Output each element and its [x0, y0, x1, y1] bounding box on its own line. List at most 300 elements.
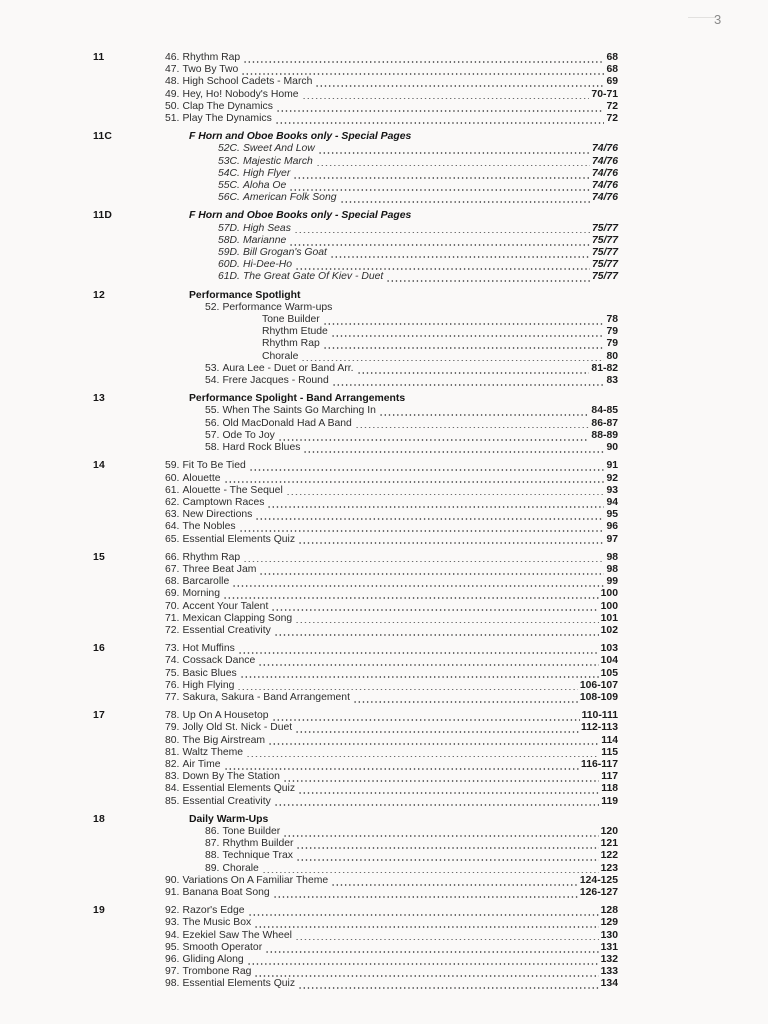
entry-page: 94	[606, 496, 618, 508]
entry-title: Ode To Joy	[222, 429, 275, 441]
entry-title: Chorale	[222, 862, 259, 874]
entry-title: American Folk Song	[242, 192, 337, 204]
dot-leader	[302, 98, 590, 100]
entry-page: 133	[600, 966, 618, 978]
dot-leader	[276, 110, 605, 112]
unit-number: 11D	[93, 210, 113, 222]
section-heading: F Horn and Oboe Books only - Special Pages	[189, 210, 412, 222]
unit-number: 11C	[93, 131, 113, 143]
toc-entry	[165, 875, 618, 887]
entry-page: 74/76	[591, 167, 618, 179]
entry-title: New Directions	[182, 509, 253, 521]
entry-page: 84-85	[591, 405, 618, 417]
entry-page: 134	[600, 978, 618, 990]
dot-leader	[316, 165, 590, 167]
dot-leader	[243, 61, 604, 63]
unit-number: 13	[93, 393, 105, 405]
entry-title: Essential Creativity	[182, 795, 271, 807]
entry-title: Rhythm Builder	[222, 838, 294, 850]
dot-leader	[271, 609, 598, 611]
entry-title: Play The Dynamics	[182, 113, 272, 125]
entry-page: 129	[600, 917, 618, 929]
entry-page: 79	[606, 326, 618, 338]
dot-leader	[248, 914, 599, 916]
dot-leader	[268, 743, 599, 745]
entry-title: Air Time	[182, 758, 221, 770]
entry-number: 60.	[165, 472, 180, 484]
entry-number: 80.	[165, 734, 180, 746]
entry-title: Chorale	[262, 350, 299, 362]
entry-page: 92	[606, 472, 618, 484]
entry-title: Down By The Station	[182, 771, 280, 783]
entry-page: 74/76	[591, 180, 618, 192]
entry-page: 91	[606, 460, 618, 472]
entry-number: 55.	[205, 405, 220, 417]
entry-number: 76.	[165, 679, 180, 691]
entry-title: Smooth Operator	[182, 941, 263, 953]
entry-number: 90.	[165, 874, 180, 886]
toc-entry	[165, 509, 618, 521]
entry-page: 114	[601, 734, 618, 746]
entry-title: Two By Two	[182, 64, 239, 76]
toc-entry	[165, 783, 618, 795]
entry-page: 102	[600, 624, 618, 636]
dot-leader	[286, 494, 605, 496]
toc-entry	[165, 759, 618, 771]
unit-number: 17	[93, 710, 105, 722]
dot-leader	[249, 469, 605, 471]
entry-title: Razor's Edge	[182, 905, 245, 917]
entry-title: Ezekiel Saw The Wheel	[182, 929, 292, 941]
toc-entry	[218, 143, 618, 155]
entry-page: 100	[600, 588, 618, 600]
toc-entry	[165, 771, 618, 783]
entry-page: 99	[606, 576, 618, 588]
entry-title: Waltz Theme	[182, 746, 244, 758]
toc-entry	[165, 613, 618, 625]
toc-entry	[165, 710, 618, 722]
entry-title: The Music Box	[182, 917, 252, 929]
entry-number: 65.	[165, 533, 180, 545]
toc-section-17	[0, 710, 768, 808]
toc-entry	[262, 351, 618, 363]
dot-leader	[246, 756, 599, 758]
toc-section-16	[0, 643, 768, 704]
entry-page: 101	[600, 612, 618, 624]
entry-number: 84.	[165, 783, 180, 795]
entry-number: 58D.	[218, 234, 240, 246]
dot-leader	[283, 835, 598, 837]
entry-title: Sakura, Sakura - Band Arrangement	[182, 691, 350, 703]
toc-entry	[165, 64, 618, 76]
dot-leader	[275, 122, 605, 124]
entry-number: 81.	[165, 746, 180, 758]
toc-entry	[165, 942, 618, 954]
entry-title: Sweet And Low	[242, 143, 315, 155]
entry-number: 91.	[165, 887, 180, 898]
toc-entry	[218, 247, 618, 259]
entry-number: 48.	[165, 76, 180, 88]
toc-entry	[165, 625, 618, 637]
dot-leader	[301, 360, 604, 362]
toc-entry	[165, 485, 618, 497]
dot-leader	[295, 622, 598, 624]
entry-page: 117	[601, 771, 618, 783]
entry-number: 88.	[205, 850, 220, 862]
entry-title: Banana Boat Song	[182, 887, 270, 898]
entry-number: 74.	[165, 655, 180, 667]
toc-entry	[165, 930, 618, 942]
toc-entry	[205, 302, 618, 314]
dot-leader	[330, 256, 590, 258]
unit-number: 15	[93, 551, 105, 563]
unit-number: 16	[93, 643, 105, 655]
entry-page: 105	[600, 667, 618, 679]
toc-entry	[165, 887, 618, 899]
dot-leader	[238, 652, 599, 654]
entry-number: 47.	[165, 64, 180, 76]
entry-number: 66.	[165, 551, 180, 563]
entry-title: Up On A Housetop	[182, 710, 269, 722]
entry-title: Alouette - The Sequel	[182, 484, 283, 496]
dot-leader	[241, 73, 604, 75]
dot-leader	[240, 676, 599, 678]
toc-entry	[218, 259, 618, 271]
toc-entry	[218, 223, 618, 235]
section-heading: F Horn and Oboe Books only - Special Pages	[189, 131, 412, 143]
dot-leader	[262, 872, 599, 874]
entry-page: 123	[600, 862, 618, 874]
entry-title: Gliding Along	[182, 954, 244, 966]
entry-title: Hi-Dee-Ho	[242, 259, 293, 271]
entry-number: 63.	[165, 509, 180, 521]
unit-number: 11	[93, 52, 105, 63]
entry-page: 126-127	[579, 887, 618, 898]
dot-leader	[258, 664, 598, 666]
entry-number: 72.	[165, 624, 180, 636]
entry-page: 75/77	[591, 259, 618, 271]
toc-entry	[165, 680, 618, 692]
entry-title: Variations On A Familiar Theme	[182, 874, 329, 886]
entry-title: Fit To Be Tied	[182, 460, 246, 472]
table-of-contents	[0, 52, 768, 991]
entry-title: Tone Builder	[222, 825, 281, 837]
dot-leader	[340, 201, 590, 203]
dot-leader	[303, 451, 604, 453]
entry-number: 52C.	[218, 143, 240, 155]
entry-number: 78.	[165, 710, 180, 722]
entry-title: Hot Muffins	[182, 643, 235, 655]
entry-number: 75.	[165, 667, 180, 679]
entry-title: Mexican Clapping Song	[182, 612, 293, 624]
entry-number: 82.	[165, 758, 180, 770]
entry-page: 103	[600, 643, 618, 655]
dot-leader	[357, 372, 590, 374]
toc-entry	[165, 76, 618, 88]
dot-leader	[255, 518, 604, 520]
entry-number: 87.	[205, 838, 220, 850]
toc-entry	[165, 722, 618, 734]
dot-leader	[355, 427, 590, 429]
entry-title: Essential Creativity	[182, 624, 271, 636]
dot-leader	[353, 701, 578, 703]
toc-section-14	[0, 460, 768, 545]
dot-leader	[283, 780, 599, 782]
toc-entry	[205, 405, 618, 417]
entry-title: High Flying	[182, 679, 235, 691]
entry-page: 108-109	[579, 691, 618, 703]
entry-page: 79	[606, 338, 618, 350]
entry-number: 92.	[165, 905, 180, 917]
dot-leader	[386, 280, 590, 282]
entry-number: 60D.	[218, 259, 240, 271]
entry-page: 132	[600, 954, 618, 966]
entry-title: Rhythm Rap	[262, 338, 320, 350]
toc-entry	[165, 954, 618, 966]
entry-number: 93.	[165, 917, 180, 929]
toc-entry	[165, 460, 618, 472]
entry-page: 70-71	[591, 88, 618, 100]
entry-title: Jolly Old St. Nick - Duet	[182, 722, 293, 734]
entry-number: 52.	[205, 301, 220, 313]
entry-number: 77.	[165, 691, 180, 703]
entry-title: Camptown Races	[182, 496, 265, 508]
entry-title: Rhythm Rap	[182, 551, 241, 563]
entry-page: 68	[606, 52, 618, 63]
dot-leader	[273, 896, 578, 898]
entry-title: Majestic March	[242, 155, 313, 167]
dot-leader	[296, 847, 598, 849]
dot-leader	[298, 792, 599, 794]
entry-title: Tone Builder	[262, 314, 320, 326]
entry-title: Barcarolle	[182, 576, 230, 588]
toc-entry	[205, 442, 618, 454]
toc-entry	[218, 235, 618, 247]
toc-section-15	[0, 552, 768, 637]
entry-title: Three Beat Jam	[182, 563, 257, 575]
entry-number: 51.	[165, 113, 180, 125]
dot-leader	[232, 585, 604, 587]
entry-number: 68.	[165, 576, 180, 588]
entry-title: Rhythm Etude	[262, 326, 328, 338]
dot-leader	[237, 689, 577, 691]
entry-page: 120	[600, 825, 618, 837]
entry-number: 61D.	[218, 271, 240, 283]
toc-section-11C	[0, 131, 768, 204]
dot-leader	[295, 939, 599, 941]
toc-entry	[165, 497, 618, 509]
entry-number: 85.	[165, 795, 180, 807]
dot-leader	[331, 335, 605, 337]
entry-title: Rhythm Rap	[182, 52, 241, 63]
toc-entry	[165, 473, 618, 485]
dot-leader	[247, 963, 599, 965]
toc-entry	[165, 52, 618, 64]
entry-number: 54.	[205, 375, 220, 387]
entry-page: 74/76	[591, 192, 618, 204]
toc-entry	[165, 564, 618, 576]
entry-number: 59D.	[218, 247, 240, 259]
entry-page: 75/77	[591, 222, 618, 234]
entry-page: 130	[600, 929, 618, 941]
entry-page: 75/77	[591, 234, 618, 246]
entry-title: Essential Elements Quiz	[182, 978, 296, 990]
section-heading: Performance Spolight - Band Arrangements	[189, 393, 406, 405]
entry-page: 100	[600, 600, 618, 612]
entry-title: Technique Trax	[222, 850, 293, 862]
dot-leader	[379, 414, 590, 416]
entry-page: 88-89	[591, 429, 618, 441]
dot-leader	[278, 439, 590, 441]
entry-page: 128	[600, 905, 618, 917]
toc-entry	[205, 826, 618, 838]
toc-entry	[218, 271, 618, 283]
entry-number: 64.	[165, 521, 180, 533]
entry-page: 124-125	[579, 874, 618, 886]
toc-entry	[165, 552, 618, 564]
dot-leader	[318, 152, 590, 154]
toc-entry	[262, 338, 618, 350]
entry-title: When The Saints Go Marching In	[222, 405, 376, 417]
entry-page: 83	[606, 375, 618, 387]
entry-title: The Nobles	[182, 521, 236, 533]
entry-title: Hey, Ho! Nobody's Home	[182, 88, 299, 100]
dot-leader	[274, 804, 599, 806]
entry-page: 96	[606, 521, 618, 533]
entry-title: Frere Jacques - Round	[222, 375, 329, 387]
entry-page: 68	[606, 64, 618, 76]
dot-leader	[296, 859, 599, 861]
entry-number: 53.	[205, 362, 220, 374]
toc-entry	[165, 692, 618, 704]
toc-entry	[205, 863, 618, 875]
entry-page: 81-82	[591, 362, 618, 374]
entry-page: 115	[601, 746, 618, 758]
entry-title: Accent Your Talent	[182, 600, 269, 612]
toc-entry	[218, 168, 618, 180]
toc-entry	[205, 430, 618, 442]
dot-leader	[298, 987, 599, 989]
entry-number: 57.	[205, 429, 220, 441]
unit-number: 18	[93, 813, 105, 825]
entry-number: 55C.	[218, 180, 240, 192]
toc-entry	[165, 655, 618, 667]
entry-title: Morning	[182, 588, 220, 600]
toc-entry	[165, 588, 618, 600]
entry-title: Aloha Oe	[242, 180, 287, 192]
entry-title: Alouette	[182, 472, 221, 484]
entry-number: 59.	[165, 460, 180, 472]
toc-entry	[165, 113, 618, 125]
entry-number: 97.	[165, 966, 180, 978]
entry-number: 46.	[165, 52, 180, 63]
entry-page: 75/77	[591, 271, 618, 283]
entry-page: 118	[601, 783, 618, 795]
toc-entry	[205, 418, 618, 430]
entry-number: 98.	[165, 978, 180, 990]
section-heading: Performance Spotlight	[189, 289, 301, 301]
entry-number: 49.	[165, 88, 180, 100]
dot-leader	[254, 975, 598, 977]
entry-number: 56.	[205, 417, 220, 429]
entry-number: 79.	[165, 722, 180, 734]
entry-page: 119	[601, 795, 618, 807]
dot-leader	[323, 347, 605, 349]
corner-page-number: 3	[714, 12, 722, 27]
entry-title: High Seas	[242, 222, 291, 234]
toc-section-18	[0, 814, 768, 899]
entry-title: High Flyer	[242, 167, 291, 179]
toc-entry	[262, 326, 618, 338]
entry-page: 106-107	[579, 679, 618, 691]
entry-page: 97	[606, 533, 618, 545]
entry-number: 57D.	[218, 222, 240, 234]
entry-title: Performance Warm-ups	[222, 301, 333, 313]
entry-title: Essential Elements Quiz	[182, 533, 296, 545]
entry-title: Trombone Rag	[182, 966, 252, 978]
entry-page: 69	[606, 76, 618, 88]
toc-entry	[218, 180, 618, 192]
toc-entry	[165, 735, 618, 747]
entry-title: Bill Grogan's Goat	[242, 247, 327, 259]
toc-entry	[218, 156, 618, 168]
entry-number: 94.	[165, 929, 180, 941]
entry-page: 122	[600, 850, 618, 862]
entry-number: 69.	[165, 588, 180, 600]
dot-leader	[274, 634, 599, 636]
dot-leader	[259, 573, 604, 575]
entry-page: 121	[600, 838, 618, 850]
entry-number: 71.	[165, 612, 180, 624]
entry-number: 54C.	[218, 167, 240, 179]
toc-entry	[205, 850, 618, 862]
entry-page: 93	[606, 484, 618, 496]
dot-leader	[243, 561, 604, 563]
dot-leader	[298, 542, 604, 544]
entry-number: 62.	[165, 496, 180, 508]
unit-number: 19	[93, 905, 105, 917]
entry-title: Clap The Dynamics	[182, 100, 273, 112]
toc-section-12	[0, 290, 768, 388]
entry-number: 86.	[205, 825, 220, 837]
entry-page: 74/76	[591, 143, 618, 155]
toc-section-13	[0, 393, 768, 454]
entry-page: 98	[606, 551, 618, 563]
toc-entry	[165, 576, 618, 588]
toc-section-11D	[0, 210, 768, 283]
entry-page: 86-87	[591, 417, 618, 429]
entry-number: 61.	[165, 484, 180, 496]
toc-entry	[262, 314, 618, 326]
entry-page: 72	[606, 113, 618, 125]
toc-entry	[218, 192, 618, 204]
entry-page: 95	[606, 509, 618, 521]
entry-number: 56C.	[218, 192, 240, 204]
header-rule	[688, 17, 716, 18]
entry-title: Marianne	[242, 234, 287, 246]
entry-page: 80	[606, 350, 618, 362]
entry-page: 72	[606, 100, 618, 112]
entry-title: The Great Gate Of Kiev - Duet	[242, 271, 384, 283]
dot-leader	[289, 189, 590, 191]
toc-entry	[165, 668, 618, 680]
dot-leader	[224, 768, 579, 770]
unit-number: 14	[93, 460, 105, 472]
entry-number: 58.	[205, 442, 220, 454]
entry-title: Hard Rock Blues	[222, 442, 301, 454]
toc-entry	[165, 905, 618, 917]
dot-leader	[272, 719, 580, 721]
